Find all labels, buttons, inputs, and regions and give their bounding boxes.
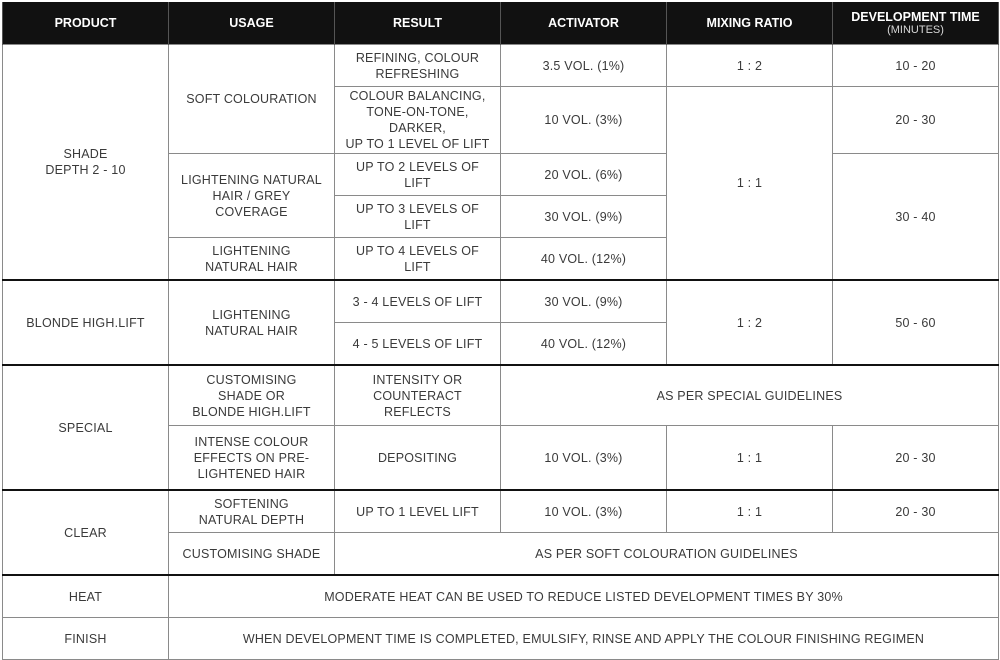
product-clear: CLEAR: [3, 490, 169, 575]
result-cell: REFINING, COLOUR REFRESHING: [335, 45, 501, 87]
result-cell: UP TO 3 LEVELS OF LIFT: [335, 196, 501, 238]
table-row: [3, 575, 999, 618]
header-product: PRODUCT: [3, 2, 169, 45]
activator-cell: 30 VOL. (9%): [501, 196, 667, 238]
header-row: [3, 2, 999, 45]
ratio-cell-shared: 1 : 1: [667, 87, 833, 281]
table-row: [3, 45, 999, 87]
usage-cell: CUSTOMISING SHADE OR BLONDE HIGH.LIFT: [169, 365, 335, 426]
usage-soft-colouration: SOFT COLOURATION: [169, 45, 335, 154]
ratio-cell: 1 : 2: [667, 45, 833, 87]
header-development-time-label: DEVELOPMENT TIME: [851, 10, 980, 24]
result-cell: 3 - 4 LEVELS OF LIFT: [335, 280, 501, 323]
activator-cell: 10 VOL. (3%): [501, 490, 667, 533]
time-cell: 20 - 30: [833, 426, 999, 491]
product-heat: HEAT: [3, 575, 169, 618]
table-row: [3, 280, 999, 323]
product-shade: SHADE DEPTH 2 - 10: [3, 45, 169, 281]
table-row: [3, 365, 999, 426]
activator-cell: 3.5 VOL. (1%): [501, 45, 667, 87]
time-cell: 50 - 60: [833, 280, 999, 365]
activator-cell: 20 VOL. (6%): [501, 154, 667, 196]
ratio-cell: 1 : 2: [667, 280, 833, 365]
time-cell: 20 - 30: [833, 87, 999, 154]
development-guide-table: [2, 2, 999, 660]
heat-note: MODERATE HEAT CAN BE USED TO REDUCE LISTED DEVELOPMENT TIMES BY 30%: [169, 575, 999, 618]
header-activator: ACTIVATOR: [501, 2, 667, 45]
time-cell: 10 - 20: [833, 45, 999, 87]
header-development-time-unit: (MINUTES): [887, 24, 944, 36]
table-row: [3, 490, 999, 533]
header-development-time: [833, 2, 999, 45]
result-cell: COLOUR BALANCING, TONE-ON-TONE, DARKER, UP TO 1 LEVEL OF LIFT: [335, 87, 501, 154]
result-cell: UP TO 4 LEVELS OF LIFT: [335, 238, 501, 281]
header-usage: USAGE: [169, 2, 335, 45]
product-finish: FINISH: [3, 618, 169, 660]
product-blonde-high-lift: BLONDE HIGH.LIFT: [3, 280, 169, 365]
usage-cell: CUSTOMISING SHADE: [169, 533, 335, 576]
usage-cell: INTENSE COLOUR EFFECTS ON PRE- LIGHTENED HAIR: [169, 426, 335, 491]
usage-cell: SOFTENING NATURAL DEPTH: [169, 490, 335, 533]
table-row: [3, 618, 999, 660]
activator-cell: 10 VOL. (3%): [501, 426, 667, 491]
finish-note: WHEN DEVELOPMENT TIME IS COMPLETED, EMULSIFY, RINSE AND APPLY THE COLOUR FINISHING REGIMEN: [169, 618, 999, 660]
usage-lightening-grey-coverage: LIGHTENING NATURAL HAIR / GREY COVERAGE: [169, 154, 335, 238]
usage-lightening-natural-hair: LIGHTENING NATURAL HAIR: [169, 238, 335, 281]
ratio-cell: 1 : 1: [667, 490, 833, 533]
soft-colouration-guidelines-note: AS PER SOFT COLOURATION GUIDELINES: [335, 533, 999, 576]
result-cell: UP TO 1 LEVEL LIFT: [335, 490, 501, 533]
ratio-cell: 1 : 1: [667, 426, 833, 491]
result-cell: INTENSITY OR COUNTERACT REFLECTS: [335, 365, 501, 426]
activator-cell: 10 VOL. (3%): [501, 87, 667, 154]
activator-cell: 40 VOL. (12%): [501, 238, 667, 281]
activator-cell: 30 VOL. (9%): [501, 280, 667, 323]
time-cell: 30 - 40: [833, 154, 999, 281]
result-cell: 4 - 5 LEVELS OF LIFT: [335, 323, 501, 366]
time-cell: 20 - 30: [833, 490, 999, 533]
special-guidelines-note: AS PER SPECIAL GUIDELINES: [501, 365, 999, 426]
header-result: RESULT: [335, 2, 501, 45]
product-special: SPECIAL: [3, 365, 169, 490]
result-cell: UP TO 2 LEVELS OF LIFT: [335, 154, 501, 196]
result-cell: DEPOSITING: [335, 426, 501, 491]
usage-lightening-natural-hair: LIGHTENING NATURAL HAIR: [169, 280, 335, 365]
header-mixing-ratio: MIXING RATIO: [667, 2, 833, 45]
activator-cell: 40 VOL. (12%): [501, 323, 667, 366]
